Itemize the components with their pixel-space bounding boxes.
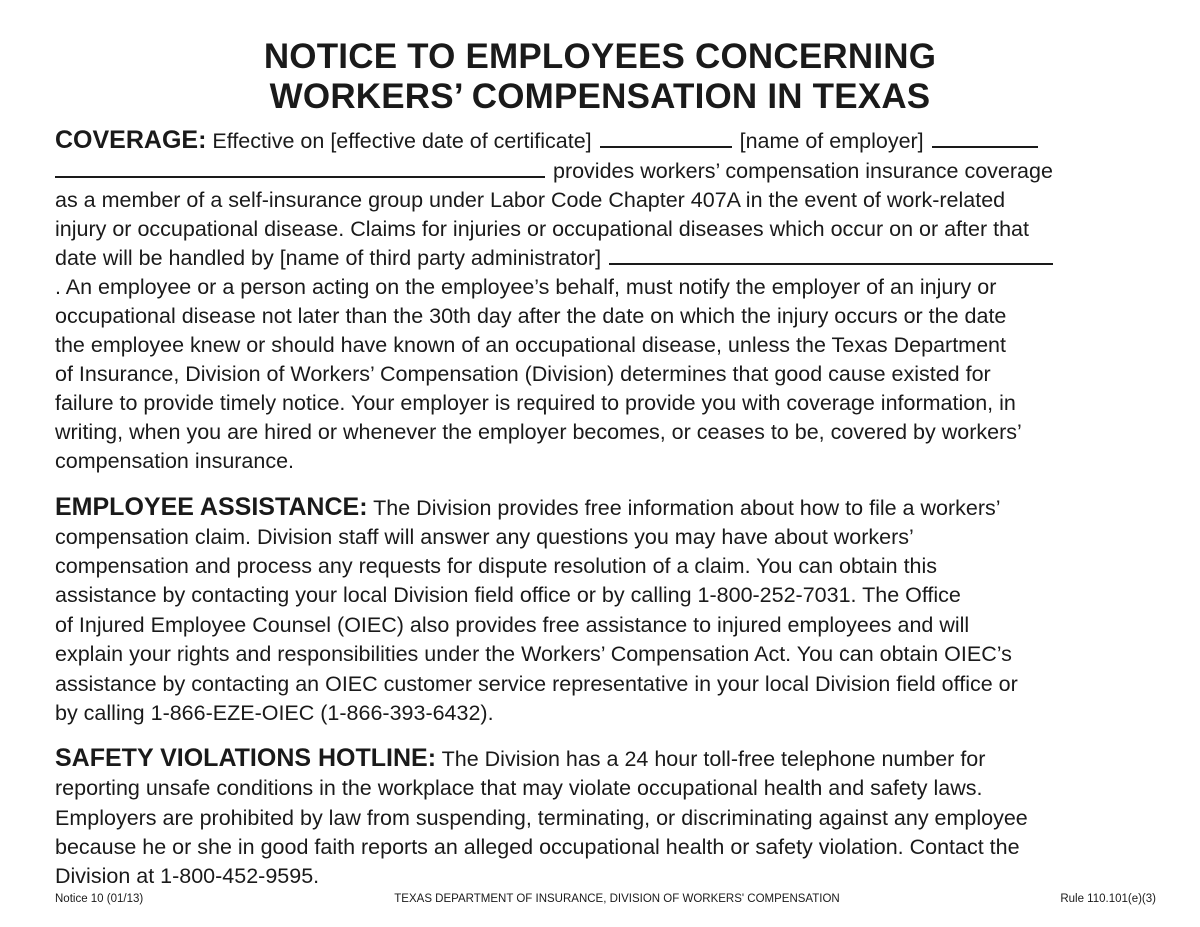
- assistance-line-1: EMPLOYEE ASSISTANCE: The Division provides free information about how to file a workers’: [55, 493, 1001, 521]
- coverage-line-4: injury or occupational disease. Claims for injuries or occupational diseases which occur on or after that: [55, 217, 1029, 241]
- safety-line-4: because he or she in good faith reports an alleged occupational health or safety violation. Contact the: [55, 835, 1020, 859]
- coverage-line-7: occupational disease not later than the 30th day after the date on which the injury occurs or the date: [55, 304, 1007, 328]
- coverage-line-6: . An employee or a person acting on the employee’s behalf, must notify the employer of an injury or: [55, 275, 997, 299]
- assistance-line-3: compensation and process any requests for dispute resolution of a claim. You can obtain this: [55, 554, 938, 578]
- coverage-line-10: failure to provide timely notice. Your employer is required to provide you with coverage information, in: [55, 391, 1016, 415]
- coverage-line-12: compensation insurance.: [55, 449, 295, 473]
- assistance-line-8: by calling 1-866-EZE-OIEC (1-866-393-6432).: [55, 701, 494, 725]
- effective-date-blank[interactable]: [600, 128, 732, 148]
- coverage-line-5: date will be handled by [name of third party administrator]: [55, 244, 1055, 273]
- coverage-line-1: [55, 126, 1040, 155]
- coverage-effective-label: Effective on [effective date of certificate]: [212, 129, 592, 153]
- assistance-line-2: compensation claim. Division staff will answer any questions you may have about workers’: [55, 525, 914, 549]
- assistance-line-6: explain your rights and responsibilities under the Workers’ Compensation Act. You can obtain OIEC’s: [55, 642, 1012, 666]
- third-party-administrator-blank[interactable]: [609, 245, 1053, 265]
- safety-line-3: Employers are prohibited by law from suspending, terminating, or discriminating against any employee: [55, 806, 1028, 830]
- safety-line-2: reporting unsafe conditions in the workplace that may violate occupational health and safety laws.: [55, 776, 983, 800]
- coverage-heading: COVERAGE:: [55, 126, 207, 154]
- coverage-line-3: as a member of a self-insurance group under Labor Code Chapter 407A in the event of work-related: [55, 188, 1006, 212]
- footer-rule: Rule 110.101(e)(3): [1060, 893, 1156, 905]
- title-line-1: NOTICE TO EMPLOYEES CONCERNING: [263, 37, 937, 76]
- assistance-line-5: of Injured Employee Counsel (OIEC) also provides free assistance to injured employees and will: [55, 613, 970, 637]
- assistance-line-7: assistance by contacting an OIEC customer service representative in your local Division field office or: [55, 672, 1018, 696]
- footer-agency: TEXAS DEPARTMENT OF INSURANCE, DIVISION OF WORKERS' COMPENSATION: [394, 893, 840, 905]
- coverage-line-9: of Insurance, Division of Workers’ Compensation (Division) determines that good cause existed for: [55, 362, 991, 386]
- coverage-employer-label: [name of employer]: [739, 129, 924, 153]
- assistance-heading: EMPLOYEE ASSISTANCE:: [55, 493, 368, 521]
- employer-name-blank-continued[interactable]: [55, 158, 545, 178]
- coverage-line-8: the employee knew or should have known of an occupational disease, unless the Texas Department: [55, 333, 1006, 357]
- footer-notice-number: Notice 10 (01/13): [55, 893, 144, 905]
- assistance-line-4: assistance by contacting your local Division field office or by calling 1-800-252-7031. The Office: [55, 583, 961, 607]
- coverage-line-2: provides workers’ compensation insurance coverage: [55, 157, 1053, 186]
- safety-line-5: Division at 1-800-452-9595.: [55, 864, 320, 888]
- employer-name-blank[interactable]: [932, 128, 1038, 148]
- coverage-line-11: writing, when you are hired or whenever the employer becomes, or ceases to be, covered by workers’: [55, 420, 1022, 444]
- page-title: [0, 37, 1200, 117]
- title-line-2: WORKERS’ COMPENSATION IN TEXAS: [269, 77, 931, 116]
- safety-line-1: SAFETY VIOLATIONS HOTLINE: The Division has a 24 hour toll-free telephone number for: [55, 744, 986, 772]
- safety-heading: SAFETY VIOLATIONS HOTLINE:: [55, 744, 437, 772]
